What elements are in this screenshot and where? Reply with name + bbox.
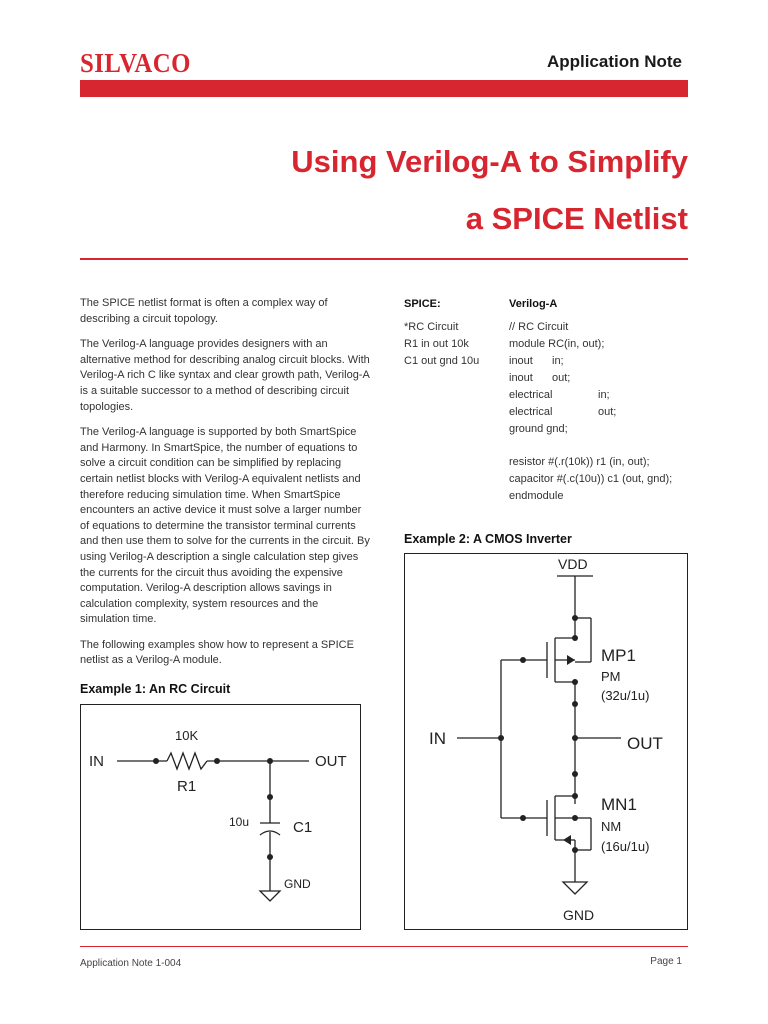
veriloga-header: Verilog-A	[509, 298, 558, 310]
page-title-line-1: Using Verilog-A to Simplify	[291, 144, 688, 179]
veriloga-line: endmodule	[509, 490, 564, 502]
out-label: OUT	[627, 734, 663, 753]
rc-circuit-schematic	[80, 704, 361, 930]
veriloga-line: resistor #(.r(10k)) r1 (in, out);	[509, 456, 650, 468]
pm-label: PM	[601, 669, 621, 684]
veriloga-port: out;	[598, 406, 617, 418]
veriloga-line: electrical	[509, 389, 553, 401]
veriloga-line: module RC(in, out);	[509, 338, 605, 350]
gnd-label: GND	[284, 877, 311, 891]
vdd-label: VDD	[558, 556, 588, 572]
spice-line: *RC Circuit	[404, 321, 459, 333]
example-1-title: Example 1: An RC Circuit	[80, 682, 231, 696]
footer-page-number: Page 1	[650, 956, 682, 967]
resistor-value-label: 10K	[175, 728, 199, 743]
page-title-line-2: a SPICE Netlist	[465, 201, 688, 236]
veriloga-line: capacitor #(.c(10u)) c1 (out, gnd);	[509, 473, 673, 485]
mp1-label: MP1	[601, 646, 636, 665]
cmos-inverter-svg	[405, 554, 689, 931]
veriloga-line: electrical	[509, 406, 553, 418]
spice-line: C1 out gnd 10u	[404, 355, 480, 367]
body-text-column	[80, 296, 370, 679]
body-paragraph: The following examples show how to represent a SPICE netlist as a Verilog-A module.	[80, 638, 354, 667]
body-paragraph: The Verilog-A language is supported by both SmartSpice and Harmony. In SmartSpice, the number of equations to solve a circuit condition can be simplified by replacing certain netlist blocks with Verilog-A equivalent netlists and therefore reducing simulation time. When SmartSpice encounters an active device it must solve a larger number of equations to determine the transistor terminal currents and then use them to solve for the currents in the circuit. By using Verilog-A description a single calculation step gives the currents for the circuit thus avoiding the expensive computation. Verilog-A description allows savings in calculation complexity, system resources and the simulation time.	[80, 426, 370, 626]
gnd-label: GND	[563, 907, 595, 923]
veriloga-port: out;	[552, 372, 571, 384]
out-label: OUT	[315, 753, 347, 770]
spice-line: R1 in out 10k	[404, 338, 469, 350]
veriloga-port: in;	[598, 389, 610, 401]
veriloga-line: // RC Circuit	[509, 321, 569, 333]
capacitor-value-label: 10u	[229, 815, 250, 829]
veriloga-line: inout	[509, 372, 533, 384]
document-type-label: Application Note	[546, 52, 682, 71]
body-paragraph: The Verilog-A language provides designers with an alternative method for describing analog circuit blocks. With Verilog-A rich C like syntax and clear growth path, Verilog-A is a suitable successor to a method of describing circuit topologies.	[80, 338, 370, 413]
footer-divider	[80, 946, 688, 947]
nm-label: NM	[601, 819, 622, 834]
example-2-title: Example 2: A CMOS Inverter	[404, 532, 572, 546]
resistor-name-label: R1	[177, 778, 197, 795]
mn1-size-label: (16u/1u)	[601, 839, 650, 854]
veriloga-line: ground gnd;	[509, 423, 568, 435]
in-label: IN	[429, 729, 446, 748]
silvaco-logo: SILVACO	[80, 48, 191, 78]
header-red-bar	[80, 80, 688, 97]
veriloga-line: inout	[509, 355, 533, 367]
body-paragraph: The SPICE netlist format is often a complex way of describing a circuit topology.	[80, 297, 328, 325]
footer-document-number: Application Note 1-004	[80, 958, 182, 969]
in-label: IN	[89, 753, 104, 770]
mp1-size-label: (32u/1u)	[601, 688, 650, 703]
rc-circuit-svg	[81, 705, 362, 931]
spice-header: SPICE:	[404, 298, 441, 310]
title-divider	[80, 258, 688, 260]
cmos-inverter-schematic	[404, 553, 688, 930]
veriloga-port: in;	[552, 355, 564, 367]
mn1-label: MN1	[601, 795, 637, 814]
capacitor-name-label: C1	[293, 819, 313, 836]
